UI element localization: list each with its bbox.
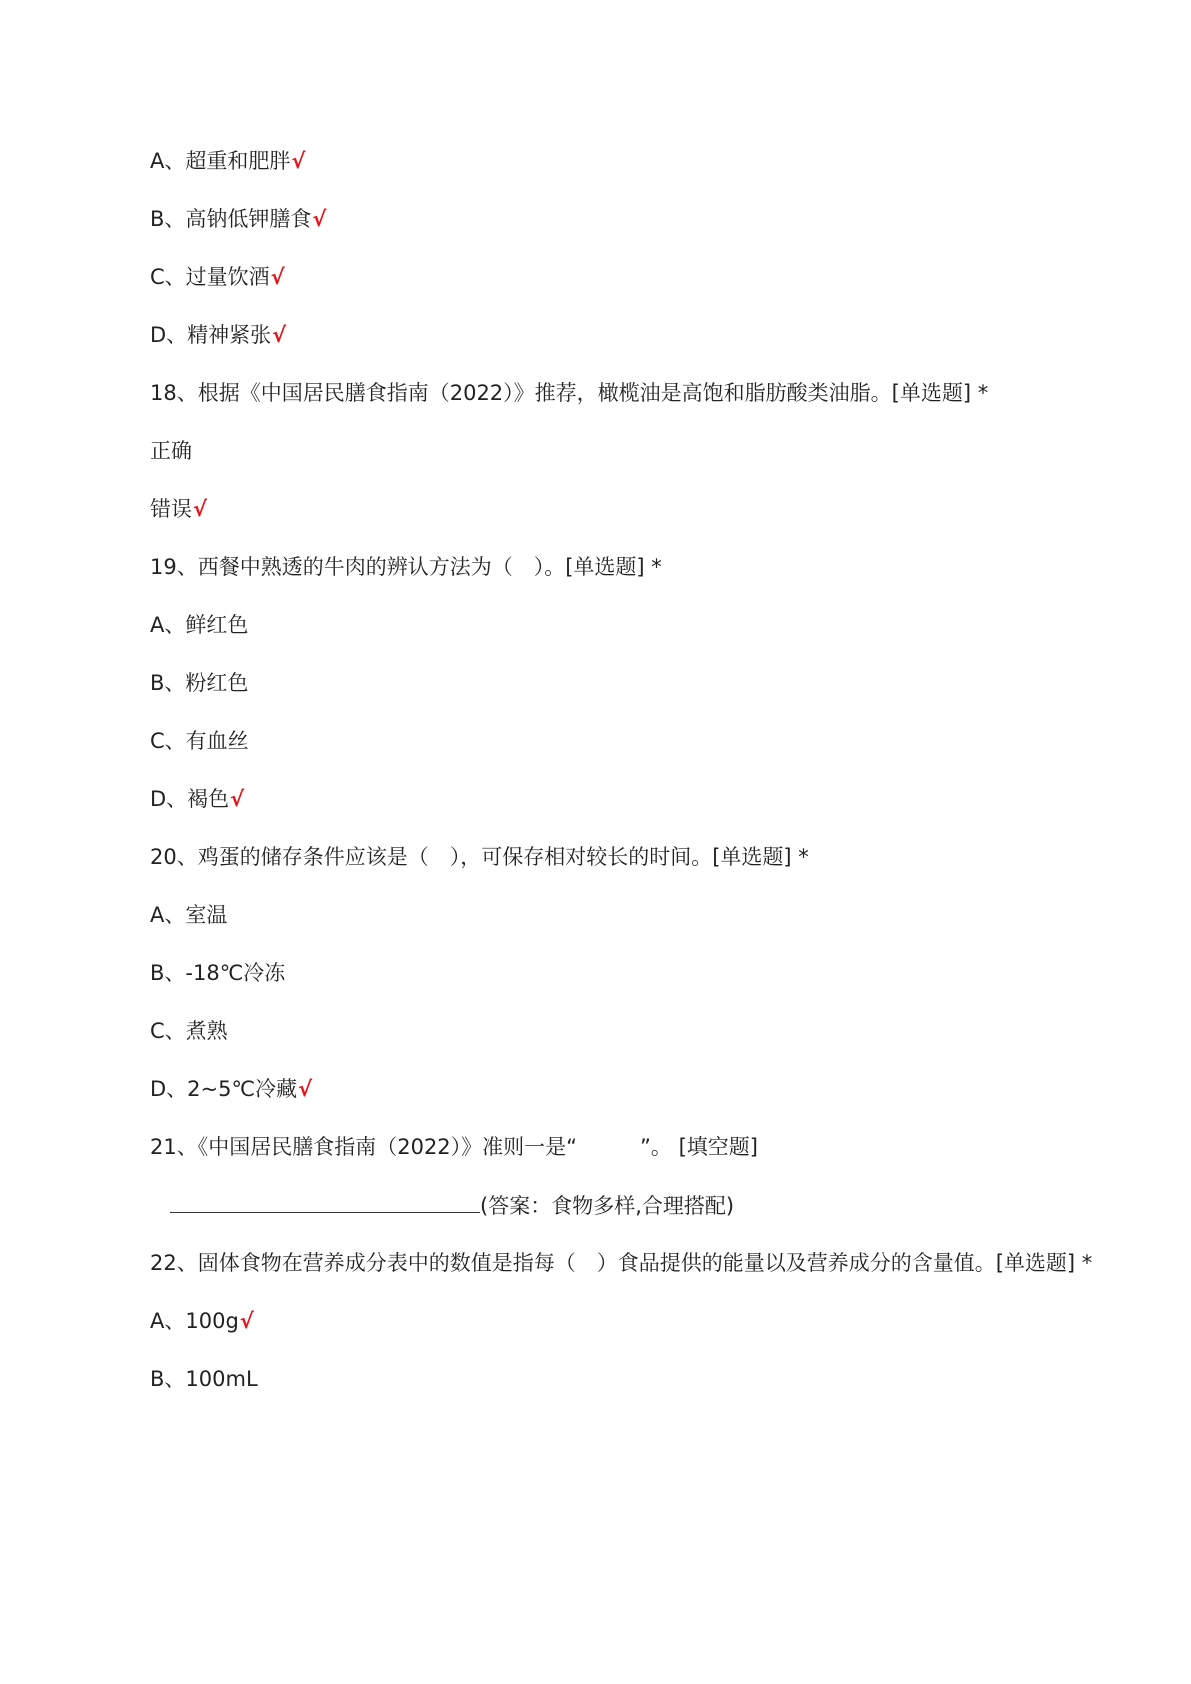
q17-option-d: D、精神紧张√ [150, 323, 287, 347]
q21-answer: (答案：食物多样,合理搭配) [480, 1194, 735, 1218]
q20-option-b: B、-18℃冷冻 [150, 961, 286, 985]
q19-question: 19、西餐中熟透的牛肉的辨认方法为（ ）。[单选题] * [150, 555, 662, 579]
correct-check-icon: √ [230, 787, 245, 811]
q20-option-a: A、室温 [150, 903, 228, 927]
answer-blank [170, 1190, 480, 1213]
correct-check-icon: √ [193, 497, 208, 521]
correct-check-icon: √ [291, 149, 306, 173]
q19-option-c: C、有血丝 [150, 729, 249, 753]
q22-option-b: B、100mL [150, 1367, 258, 1391]
q18-option-true: 正确 [150, 439, 192, 463]
q21-answer-line [170, 1190, 734, 1221]
q20-question: 20、鸡蛋的储存条件应该是（ ），可保存相对较长的时间。[单选题] * [150, 845, 809, 869]
correct-check-icon: √ [312, 207, 327, 231]
q17-option-b: B、高钠低钾膳食√ [150, 207, 327, 231]
q18-option-false: 错误√ [150, 497, 208, 521]
q22-question: 22、固体食物在营养成分表中的数值是指每（ ）食品提供的能量以及营养成分的含量值。[单选题] * [150, 1251, 1093, 1275]
q19-option-a: A、鲜红色 [150, 613, 249, 637]
correct-check-icon: √ [270, 265, 285, 289]
q17-option-a: A、超重和肥胖√ [150, 149, 306, 173]
q19-option-d: D、褐色√ [150, 787, 245, 811]
q20-option-d: D、2~5℃冷藏√ [150, 1077, 313, 1101]
q22-option-a: A、100g√ [150, 1309, 254, 1333]
q21-question: 21、《中国居民膳食指南（2022）》准则一是“ ”。 [填空题] [150, 1135, 758, 1159]
q20-option-c: C、煮熟 [150, 1019, 228, 1043]
q19-option-b: B、粉红色 [150, 671, 249, 695]
correct-check-icon: √ [298, 1077, 313, 1101]
correct-check-icon: √ [272, 323, 287, 347]
q17-option-c: C、过量饮酒√ [150, 265, 285, 289]
correct-check-icon: √ [239, 1309, 254, 1333]
q18-question: 18、根据《中国居民膳食指南（2022）》推荐，橄榄油是高饱和脂肪酸类油脂。[单选题] * [150, 381, 989, 405]
